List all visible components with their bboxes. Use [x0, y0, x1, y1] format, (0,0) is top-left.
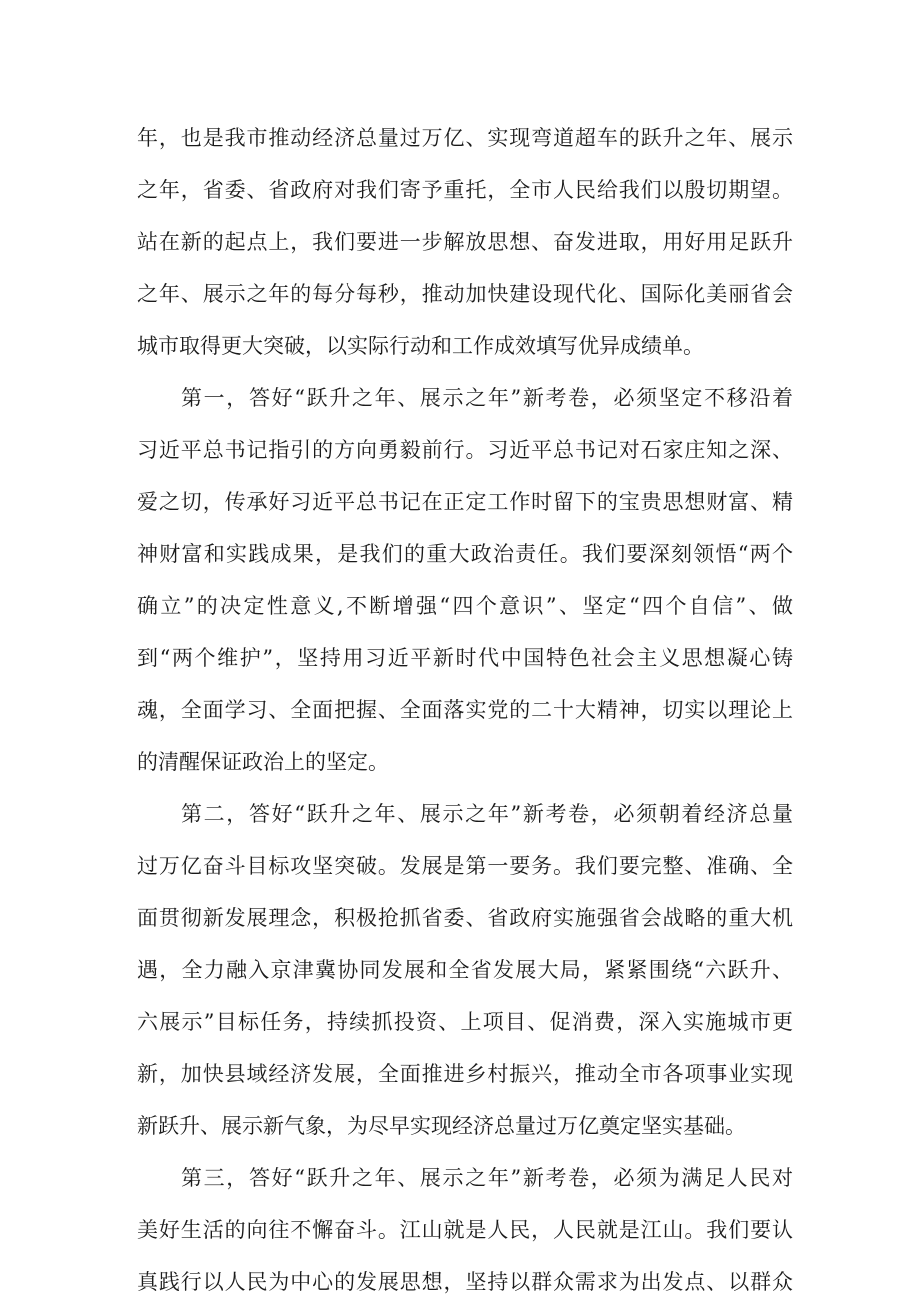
text-line: 城市取得更大突破，以实际行动和工作成效填写优异成绩单。 — [137, 334, 704, 358]
text-line: 真践行以人民为中心的发展思想，坚持以群众需求为出发点、以群众 — [137, 1270, 793, 1294]
paragraph-1 — [137, 112, 793, 372]
text-line: 第三，答好“跃升之年、展示之年”新考卷，必须为满足人民对 — [181, 1166, 793, 1190]
text-line: 六展示”目标任务，持续抓投资、上项目、促消费，深入实施城市更 — [137, 1010, 793, 1034]
paragraph-4 — [137, 1152, 793, 1308]
text-line: 之年，省委、省政府对我们寄予重托，全市人民给我们以殷切期望。 — [137, 178, 793, 202]
text-line: 确立”的决定性意义,不断增强“四个意识”、坚定“四个自信”、做 — [137, 594, 793, 618]
text-line: 神财富和实践成果，是我们的重大政治责任。我们要深刻领悟“两个 — [137, 542, 793, 566]
text-line: 习近平总书记指引的方向勇毅前行。习近平总书记对石家庄知之深、 — [137, 438, 793, 462]
text-line: 美好生活的向往不懈奋斗。江山就是人民，人民就是江山。我们要认 — [137, 1218, 793, 1242]
text-line: 新跃升、展示新气象，为尽早实现经济总量过万亿奠定坚实基础。 — [137, 1114, 746, 1138]
body-text — [137, 112, 793, 1308]
text-line: 爱之切，传承好习近平总书记在正定工作时留下的宝贵思想财富、精 — [137, 490, 793, 514]
text-line: 年，也是我市推动经济总量过万亿、实现弯道超车的跃升之年、展示 — [137, 126, 793, 150]
text-line: 第一，答好“跃升之年、展示之年”新考卷，必须坚定不移沿着 — [181, 386, 793, 410]
text-line: 过万亿奋斗目标攻坚突破。发展是第一要务。我们要完整、准确、全 — [137, 854, 793, 878]
text-line: 遇，全力融入京津冀协同发展和全省发展大局，紧紧围绕“六跃升、 — [137, 958, 793, 982]
text-line: 魂，全面学习、全面把握、全面落实党的二十大精神，切实以理论上 — [137, 698, 793, 722]
paragraph-2 — [137, 372, 793, 788]
text-line: 第二，答好“跃升之年、展示之年”新考卷，必须朝着经济总量 — [181, 802, 793, 826]
text-line: 面贯彻新发展理念，积极抢抓省委、省政府实施强省会战略的重大机 — [137, 906, 793, 930]
text-line: 的清醒保证政治上的坚定。 — [137, 750, 389, 774]
text-line: 之年、展示之年的每分每秒，推动加快建设现代化、国际化美丽省会 — [137, 282, 793, 306]
paragraph-3 — [137, 788, 793, 1152]
text-line: 到“两个维护”，坚持用习近平新时代中国特色社会主义思想凝心铸 — [137, 646, 793, 670]
text-line: 站在新的起点上，我们要进一步解放思想、奋发进取，用好用足跃升 — [137, 230, 793, 254]
text-line: 新，加快县域经济发展，全面推进乡村振兴，推动全市各项事业实现 — [137, 1062, 793, 1086]
